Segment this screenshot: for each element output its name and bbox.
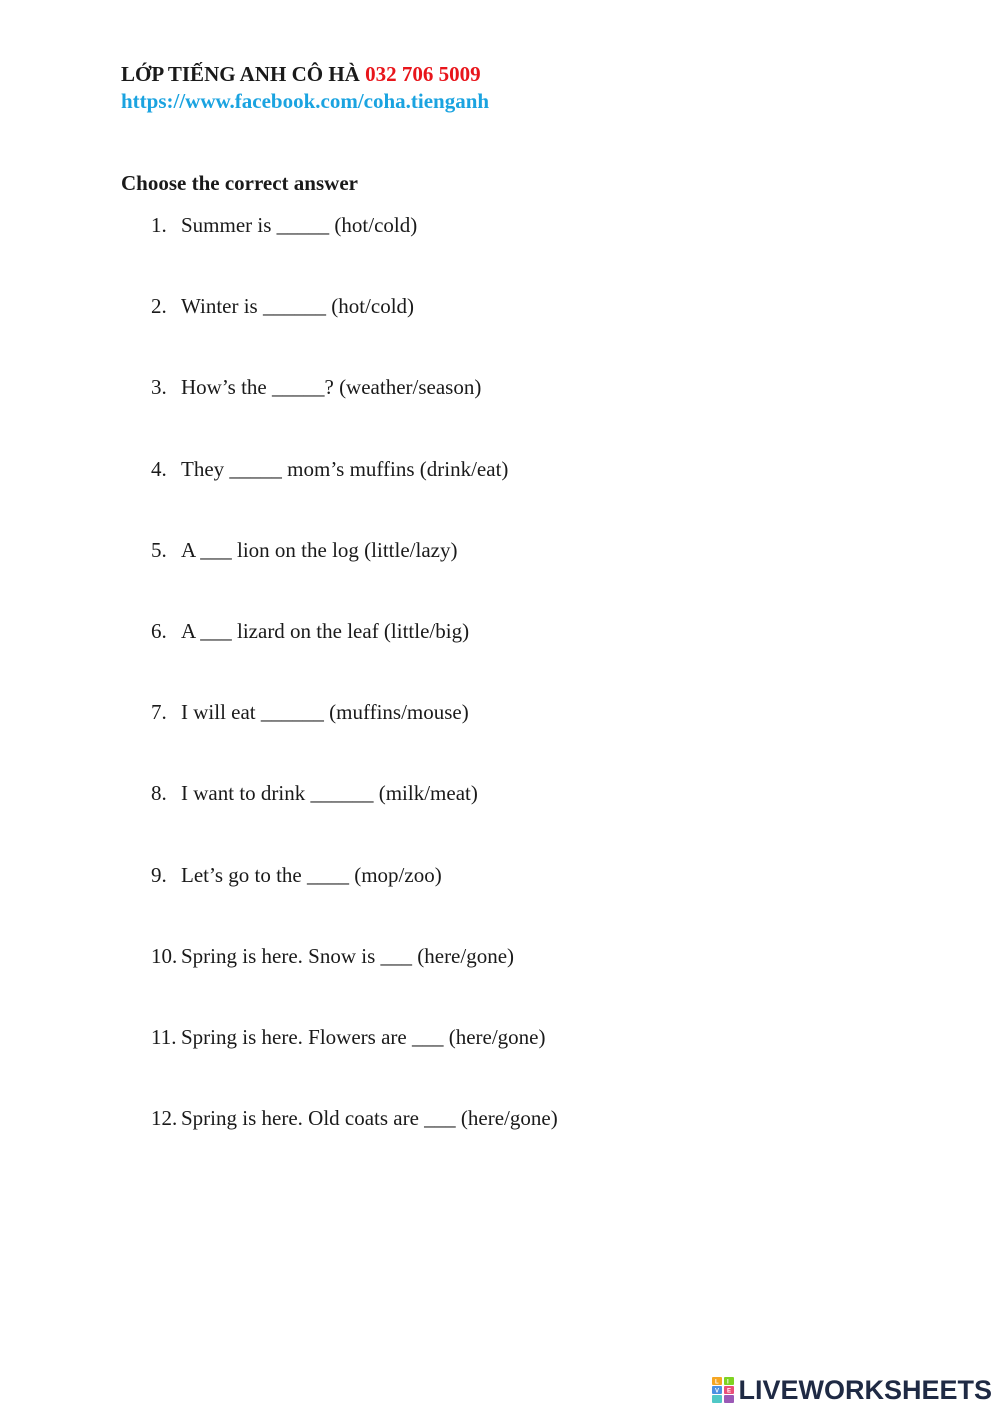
- question-text: Winter is ______ (hot/cold): [181, 294, 415, 319]
- question-number: 11.: [151, 1024, 177, 1049]
- question-text: Spring is here. Old coats are ___ (here/gone): [181, 1106, 558, 1131]
- phone-number: 032 706 5009: [365, 62, 481, 86]
- question-text: Spring is here. Snow is ___ (here/gone): [181, 943, 515, 968]
- facebook-link[interactable]: https://www.facebook.com/coha.tienganh: [121, 89, 490, 113]
- question-number: 8.: [151, 781, 167, 806]
- question-number: 9.: [151, 862, 167, 887]
- question-item: [151, 536, 558, 617]
- liveworksheets-logo[interactable]: [712, 1375, 992, 1405]
- question-number: 1.: [151, 213, 167, 237]
- question-text: Let’s go to the ____ (mop/zoo): [181, 862, 442, 887]
- question-text: How’s the _____? (weather/season): [181, 375, 482, 400]
- question-text: I want to drink ______ (milk/meat): [181, 781, 478, 806]
- question-number: 10.: [151, 943, 178, 968]
- question-text: Summer is _____ (hot/cold): [181, 213, 418, 237]
- question-item: [151, 455, 558, 536]
- header-title-line: [121, 60, 489, 88]
- question-number: 3.: [151, 375, 167, 400]
- svg-text:I: I: [727, 1379, 730, 1386]
- question-number: 2.: [151, 294, 167, 319]
- question-item: [151, 211, 558, 292]
- question-item: [151, 1023, 558, 1104]
- question-item: [151, 373, 558, 454]
- question-number: 6.: [151, 618, 167, 643]
- question-item: [151, 861, 558, 942]
- logo-text: LIVEWORKSHEETS: [738, 1375, 992, 1405]
- question-item: [151, 1104, 558, 1185]
- question-text: A ___ lizard on the leaf (little/big): [181, 618, 470, 643]
- question-item: [151, 617, 558, 698]
- question-text: Spring is here. Flowers are ___ (here/gone): [181, 1024, 546, 1049]
- question-item: [151, 779, 558, 860]
- liveworksheets-logo-icon: [712, 1377, 734, 1403]
- question-text: They _____ mom’s muffins (drink/eat): [181, 456, 509, 481]
- question-number: 5.: [151, 537, 167, 562]
- question-item: [151, 942, 558, 1023]
- svg-text:E: E: [727, 1388, 732, 1395]
- question-number: 4.: [151, 456, 167, 481]
- svg-text:V: V: [715, 1388, 720, 1395]
- header: [121, 60, 489, 114]
- question-text: I will eat ______ (muffins/mouse): [181, 700, 469, 725]
- question-item: [151, 292, 558, 373]
- instruction-heading: Choose the correct answer: [121, 171, 358, 195]
- class-title: LỚP TIẾNG ANH CÔ HÀ: [121, 62, 360, 86]
- question-item: [151, 698, 558, 779]
- question-number: 12.: [151, 1106, 178, 1131]
- question-number: 7.: [151, 700, 167, 725]
- svg-text:L: L: [715, 1379, 720, 1386]
- question-text: A ___ lion on the log (little/lazy): [181, 537, 458, 562]
- question-list: [151, 211, 558, 1185]
